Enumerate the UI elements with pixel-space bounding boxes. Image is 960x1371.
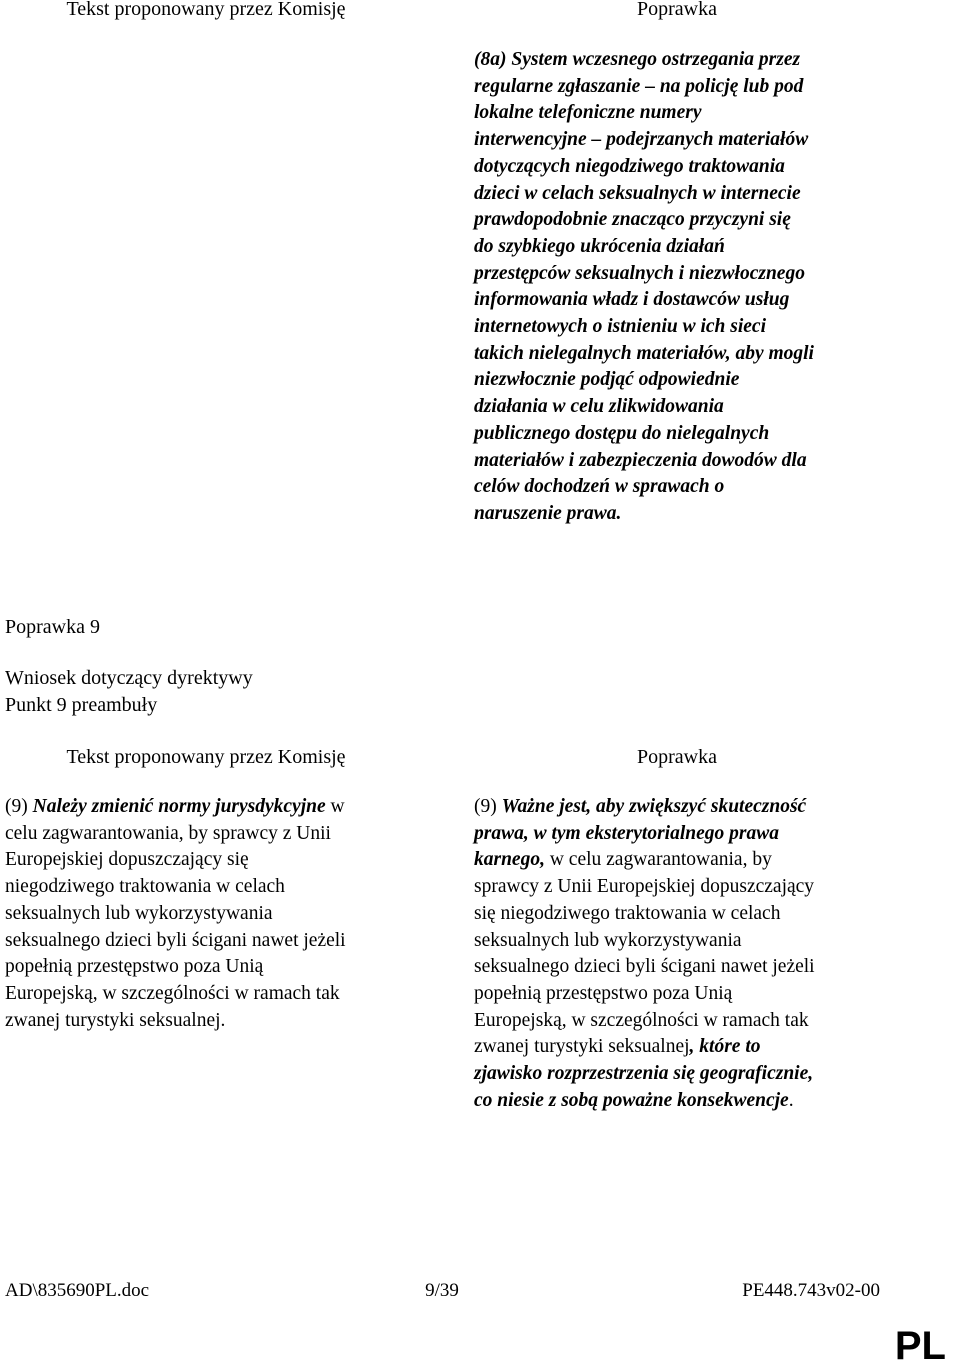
text-line: materiałów i zabezpieczenia dowodów dla (474, 449, 807, 471)
text-line: działania w celu zlikwidowania (474, 396, 724, 418)
amendment-title: Poprawka 9 (5, 616, 100, 638)
text-line: (8a) System wczesnego ostrzegania przez (474, 49, 801, 70)
line: karnego, w celu zagwarantowania, by (474, 849, 772, 871)
line: (9) Ważne jest, aby zwiększyć skuteczność (474, 796, 807, 817)
text-line: seksualnego dzieci byli ścigani nawet jeżeli (5, 929, 346, 951)
text-line: publicznego dostępu do nielegalnych (474, 422, 770, 444)
text-line: popełnią przestępstwo poza Unią (5, 956, 264, 978)
text-line: zwanej turystyki seksualnej. (5, 1009, 226, 1031)
text-line: naruszenie prawa. (474, 502, 622, 524)
text-line: lokalne telefoniczne numery (474, 102, 702, 124)
text-line: dotyczących niegodziwego traktowania (474, 155, 785, 177)
amendment-recital: Punkt 9 preambuły (5, 694, 158, 716)
text-line: niegodziwego traktowania w celach (5, 876, 285, 898)
text-line: przestępców seksualnych i niezwłocznego (474, 262, 805, 284)
text-line: popełnią przestępstwo poza Unią (474, 982, 733, 1004)
bottom-left-header: Tekst proponowany przez Komisję (66, 746, 346, 768)
text-line: seksualnych lub wykorzystywania (474, 929, 742, 951)
text-line: seksualnych lub wykorzystywania (5, 902, 273, 924)
text-line: interwencyjne – podejrzanych materiałów (474, 129, 809, 151)
footer-doc-name: AD\835690PL.doc (5, 1280, 150, 1301)
top-right-header: Poprawka (637, 0, 717, 20)
text-line: prawdopodobnie znacząco przyczyni się (474, 209, 791, 231)
text-line: seksualnego dzieci byli ścigani nawet jeżeli (474, 956, 815, 978)
bottom-right-text (474, 794, 815, 1114)
line: (9) Należy zmienić normy jurysdykcyjne w (5, 796, 345, 817)
text-line: dzieci w celach seksualnych w internecie (474, 182, 801, 204)
text-line: do szybkiego ukrócenia działań (474, 235, 725, 257)
text-line: niezwłocznie podjąć odpowiednie (474, 369, 740, 391)
bottom-right-header: Poprawka (637, 746, 717, 768)
top-left-header: Tekst proponowany przez Komisję (66, 0, 346, 20)
text-line: regularne zgłaszanie – na policję lub pod (474, 75, 804, 97)
text-line: celu zagwarantowania, by sprawcy z Unii (5, 822, 331, 844)
top-right-text (474, 47, 814, 528)
line: zwanej turystyki seksualnej, które to (474, 1036, 761, 1058)
text-line: Europejską, w szczególności w ramach tak (474, 1009, 809, 1031)
text-line: takich nielegalnych materiałów, aby mogli (474, 342, 814, 364)
line: co niesie z sobą poważne konsekwencje. (474, 1089, 794, 1111)
footer-reference: PE448.743v02-00 (742, 1280, 880, 1301)
text-line: internetowych o istnieniu w ich sieci (474, 316, 766, 338)
line: zjawisko rozprzestrzenia się geograficznie, (474, 1063, 814, 1085)
text-line: Europejską, w szczególności w ramach tak (5, 982, 340, 1004)
text-line: informowania władz i dostawców usług (474, 289, 790, 311)
text-line: celów dochodzeń w sprawach o (474, 476, 725, 498)
footer-page-number: 9/39 (425, 1280, 459, 1301)
text-line: Europejskiej dopuszczający się (5, 849, 249, 871)
amendment-source: Wniosek dotyczący dyrektywy (5, 667, 253, 689)
language-code: PL (894, 1324, 946, 1368)
text-line: sprawcy z Unii Europejskiej dopuszczający (474, 876, 815, 898)
text-line: się niegodziwego traktowania w celach (474, 902, 781, 924)
line: prawa, w tym eksterytorialnego prawa (474, 822, 779, 844)
bottom-left-text (5, 794, 346, 1034)
